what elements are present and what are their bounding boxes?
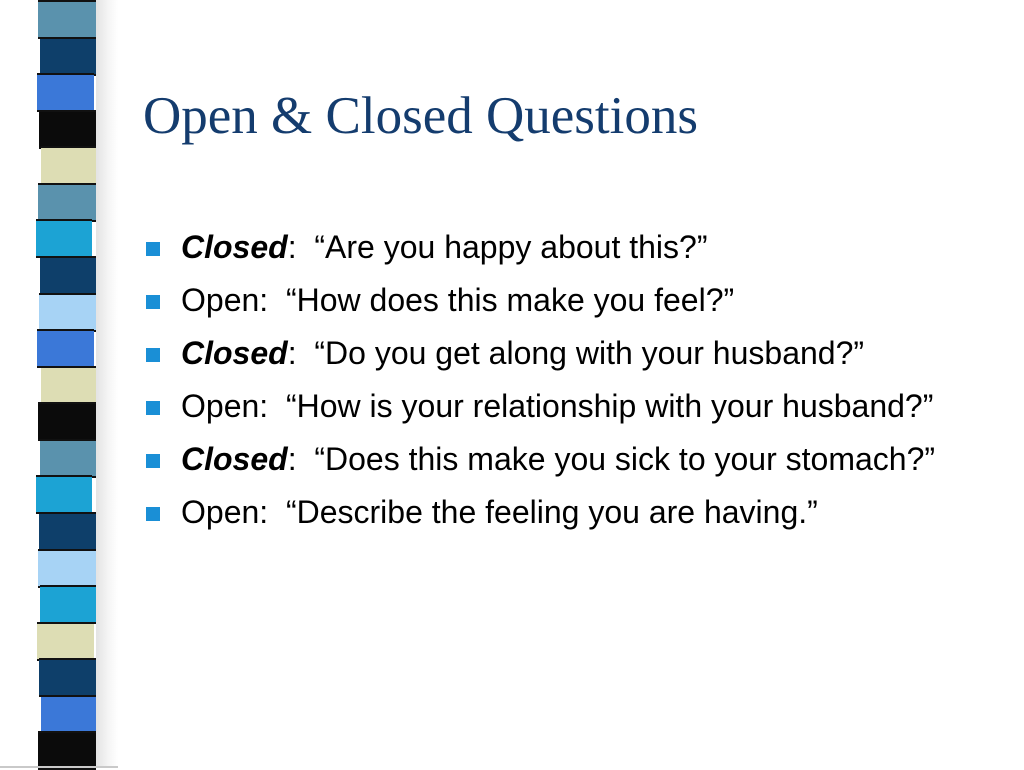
bullet-item — [146, 491, 1006, 533]
square-bullet-icon — [146, 295, 160, 309]
square-bullet-icon — [146, 242, 160, 256]
bullet-term: Open — [181, 494, 260, 530]
stripe-band — [38, 731, 96, 770]
square-bullet-icon — [146, 507, 160, 521]
stripe-band — [36, 219, 92, 258]
stripe-band — [38, 402, 96, 441]
slide-title: Open & Closed Questions — [143, 87, 698, 145]
bullet-text: “Does this make you sick to your stomach?” — [296, 441, 936, 477]
stripe-band — [41, 695, 96, 734]
stripe-band — [37, 73, 94, 112]
bullet-separator: : — [259, 388, 269, 424]
bullet-item — [146, 438, 1006, 480]
bullet-item — [146, 332, 1006, 374]
stripe-band — [38, 549, 96, 588]
bullet-item — [146, 385, 1006, 427]
stripe-band — [37, 622, 94, 661]
bullet-separator: : — [287, 229, 297, 265]
bullet-separator: : — [287, 335, 297, 371]
stripe-band — [39, 293, 96, 332]
bullet-text: “How is your relationship with your husband?” — [268, 388, 934, 424]
bullet-separator: : — [287, 441, 297, 477]
stripe-band — [39, 658, 96, 697]
square-bullet-icon — [146, 401, 160, 415]
stripe-band — [40, 37, 96, 76]
bullet-text: “Are you happy about this?” — [296, 229, 708, 265]
bullet-separator: : — [259, 494, 269, 530]
stripe-shadow — [96, 0, 118, 768]
square-bullet-icon — [146, 454, 160, 468]
bullet-list — [146, 226, 1006, 544]
decorative-stripe — [38, 0, 96, 768]
bullet-text: “Describe the feeling you are having.” — [268, 494, 818, 530]
bullet-term: Closed — [181, 229, 288, 265]
stripe-band — [40, 585, 96, 624]
stripe-band — [40, 439, 96, 478]
stripe-band — [39, 110, 96, 149]
stripe-band — [38, 183, 96, 222]
bullet-term: Open — [181, 388, 260, 424]
stripe-band — [41, 366, 96, 405]
stripe-band — [38, 0, 96, 39]
bullet-term: Closed — [181, 441, 288, 477]
square-bullet-icon — [146, 348, 160, 362]
bullet-term: Closed — [181, 335, 288, 371]
bullet-term: Open — [181, 282, 260, 318]
stripe-band — [36, 475, 92, 514]
stripe-band — [39, 512, 96, 551]
bullet-item — [146, 279, 1006, 321]
stripe-band — [37, 329, 94, 368]
bullet-text: “How does this make you feel?” — [268, 282, 735, 318]
bullet-item — [146, 226, 1006, 268]
stripe-band — [41, 146, 96, 185]
stripe-band — [40, 256, 96, 295]
bullet-text: “Do you get along with your husband?” — [296, 335, 865, 371]
bullet-separator: : — [259, 282, 269, 318]
